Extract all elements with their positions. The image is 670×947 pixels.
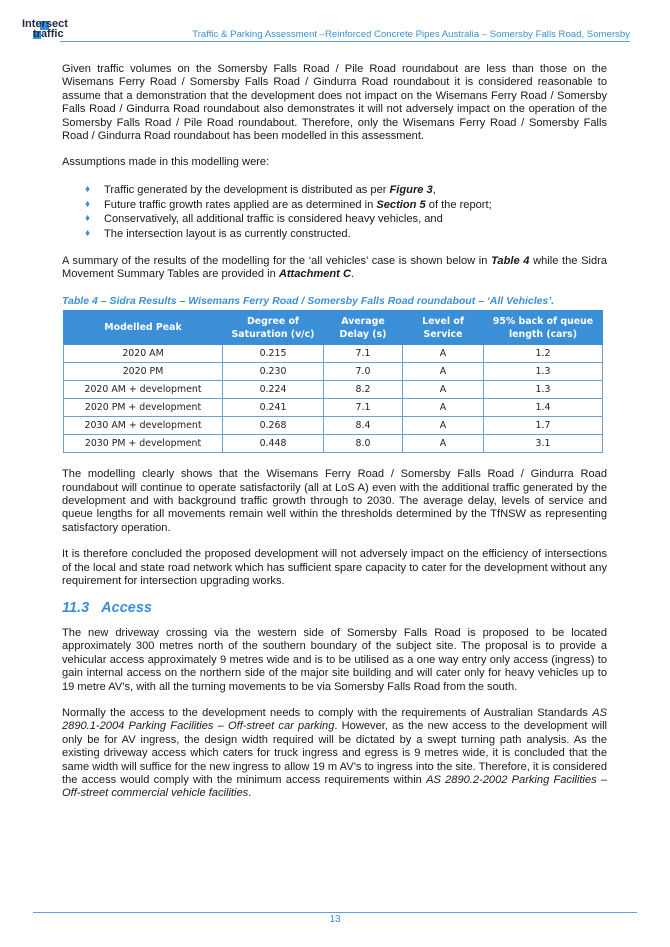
page-body: [62, 63, 607, 814]
table-cell: 1.3: [484, 381, 603, 399]
table-row: [64, 345, 603, 363]
table-cell: 0.224: [223, 381, 324, 399]
table-cell: A: [403, 363, 484, 381]
section-title: Access: [101, 599, 152, 616]
table-cell: 2020 AM + development: [64, 381, 223, 399]
column-header: Average Delay (s): [324, 311, 403, 345]
table-row: [64, 417, 603, 435]
table-reference: Table 4: [491, 255, 530, 268]
logo-line-2: traffic: [33, 28, 64, 40]
table-caption: Table 4 – Sidra Results – Wisemans Ferry Road / Somersby Falls Road roundabout – ‘All Vehicles’.: [62, 294, 555, 307]
bullet-text: Future traffic growth rates applied are as determined in: [104, 198, 377, 211]
list-item: [62, 212, 607, 227]
table-cell: A: [403, 345, 484, 363]
table-row: [64, 399, 603, 417]
company-logo: [22, 19, 82, 41]
list-item: [62, 198, 607, 213]
paragraph-summary-intro: A summary of the results of the modelling for the ‘all vehicles’ case is shown below in Table 4 while the Sidra Movement Summary Tables are provided in Attachment C.: [62, 255, 607, 281]
paragraph-driveway: The new driveway crossing via the western side of Somersby Falls Road is proposed to be located approximately 300 metres north of the southern boundary of the subject site. The proposal is to provide a vehicular access approximately 9 metres wide and is to be utilised as a one way entry only access (ingress) to gain internal access on the northern side of the major site building and will cater only for heavy vehicles up to 19 metre AV’s, with all the turning movements to be via Somersby Falls Road from the south.: [62, 626, 607, 693]
table-cell: 0.448: [223, 435, 324, 453]
table-cell: 2030 AM + development: [64, 417, 223, 435]
table-cell: 0.268: [223, 417, 324, 435]
table-row: [64, 381, 603, 399]
table-cell: A: [403, 381, 484, 399]
standard-reference: AS 2890.1-2004 Parking Facilities – Off-street car parking: [62, 706, 607, 733]
table-cell: 2020 PM + development: [64, 399, 223, 417]
section-heading: [62, 599, 607, 616]
header-divider: [60, 41, 630, 42]
table-cell: 1.2: [484, 345, 603, 363]
running-header: Traffic & Parking Assessment –Reinforced Concrete Pipes Australia – Somersby Falls Road, Somersby: [192, 29, 630, 40]
table-cell: 2020 PM: [64, 363, 223, 381]
table-cell: 3.1: [484, 435, 603, 453]
assumptions-list: [62, 183, 607, 242]
table-cell: 0.215: [223, 345, 324, 363]
list-item: [62, 183, 607, 198]
paragraph-standards: Normally the access to the development needs to comply with the requirements of Australian Standards AS 2890.1-2004 Parking Facilities – Off-street car parking. However, as the new access to the development will only be for AV ingress, the design width required will be dictated by a swept turning path analysis. As the existing driveway access which caters for truck ingress and egress is 9 metres wide, it is concluded that the same width will suffice for the new ingress to allow 19 m AV’s to ingress into the site. Therefore, it is considered the access would comply with the minimum access requirements within AS 2890.2-2002 Parking Facilities – Off-street commercial vehicle facilities.: [62, 706, 608, 800]
table-cell: 7.1: [324, 345, 403, 363]
figure-reference: Figure 3: [389, 183, 433, 196]
sidra-results-table: [63, 310, 603, 453]
section-number: 11.3: [62, 599, 90, 616]
paragraph-roundabout-rationale: Given traffic volumes on the Somersby Falls Road / Pile Road roundabout are less than those on the Wisemans Ferry Road / Somersby Falls Road / Gindurra Road roundabout it is considered reasonable to assume that a demonstration that the development does not impact on the Wisemans Ferry Road / Somersby Falls Road / Gindurra Road roundabout also demonstrates it will not adversely impact on the operation of the Somersby Falls Road / Pile Road roundabout. Therefore, only the Wisemans Ferry Road / Somersby Falls Road / Gindurra Road roundabout has been modelled in this assessment.: [62, 63, 607, 143]
bullet-text: Traffic generated by the development is distributed as per: [104, 183, 390, 196]
table-cell: 1.4: [484, 399, 603, 417]
logo-line-1: Intersect: [22, 18, 68, 30]
table-cell: 8.0: [324, 435, 403, 453]
column-header: 95% back of queue length (cars): [484, 311, 603, 345]
diamond-bullet-icon: ♦: [85, 198, 91, 210]
column-header: Degree of Saturation (v/c): [223, 311, 324, 345]
table-cell: 7.1: [324, 399, 403, 417]
attachment-reference: Attachment C: [278, 268, 351, 281]
paragraph-conclusion: It is therefore concluded the proposed development will not adversely impact on the efficiency of intersections of the local and state road network which has sufficient spare capacity to cater for the development without any requirement for intersection upgrading works.: [62, 548, 607, 588]
section-reference: Section 5: [376, 198, 426, 211]
table-row: [64, 363, 603, 381]
diamond-bullet-icon: ♦: [85, 183, 91, 195]
table-cell: 2030 PM + development: [64, 435, 223, 453]
bullet-text: The intersection layout is as currently constructed.: [104, 228, 351, 241]
column-header: Modelled Peak: [64, 311, 223, 345]
diamond-bullet-icon: ♦: [85, 228, 91, 240]
table-cell: 0.241: [223, 399, 324, 417]
bullet-text-end: of the report;: [425, 198, 492, 211]
table-cell: 8.4: [324, 417, 403, 435]
bullet-text: Conservatively, all additional traffic is considered heavy vehicles, and: [104, 213, 443, 226]
standard-reference: AS 2890.2-2002 Parking Facilities – Off-street commercial vehicle facilities: [62, 773, 608, 800]
table-cell: A: [403, 399, 484, 417]
diamond-bullet-icon: ♦: [85, 213, 91, 225]
table-cell: 1.7: [484, 417, 603, 435]
table-cell: A: [403, 417, 484, 435]
footer-divider: [33, 912, 637, 913]
page-number: 13: [329, 914, 341, 925]
table-cell: A: [403, 435, 484, 453]
paragraph-assumptions-intro: Assumptions made in this modelling were:: [62, 156, 270, 169]
paragraph-modelling-results: The modelling clearly shows that the Wisemans Ferry Road / Somersby Falls Road / Gindurra Road roundabout will continue to operate satisfactorily (all at LoS A) even with the additional traffic generated by the development and with background traffic growth through to 2030. The average delay, levels of service and queue lengths for all movements remain well within the thresholds determined by the TfNSW as representing satisfactory operation.: [62, 468, 607, 534]
table-cell: 2020 AM: [64, 345, 223, 363]
list-item: [62, 227, 607, 242]
table-header-row: [64, 311, 603, 345]
table-cell: 7.0: [324, 363, 403, 381]
column-header: Level of Service: [403, 311, 484, 345]
table-row: [64, 435, 603, 453]
bullet-text-end: ,: [432, 183, 436, 196]
table-cell: 0.230: [223, 363, 324, 381]
table-cell: 1.3: [484, 363, 603, 381]
table-cell: 8.2: [324, 381, 403, 399]
